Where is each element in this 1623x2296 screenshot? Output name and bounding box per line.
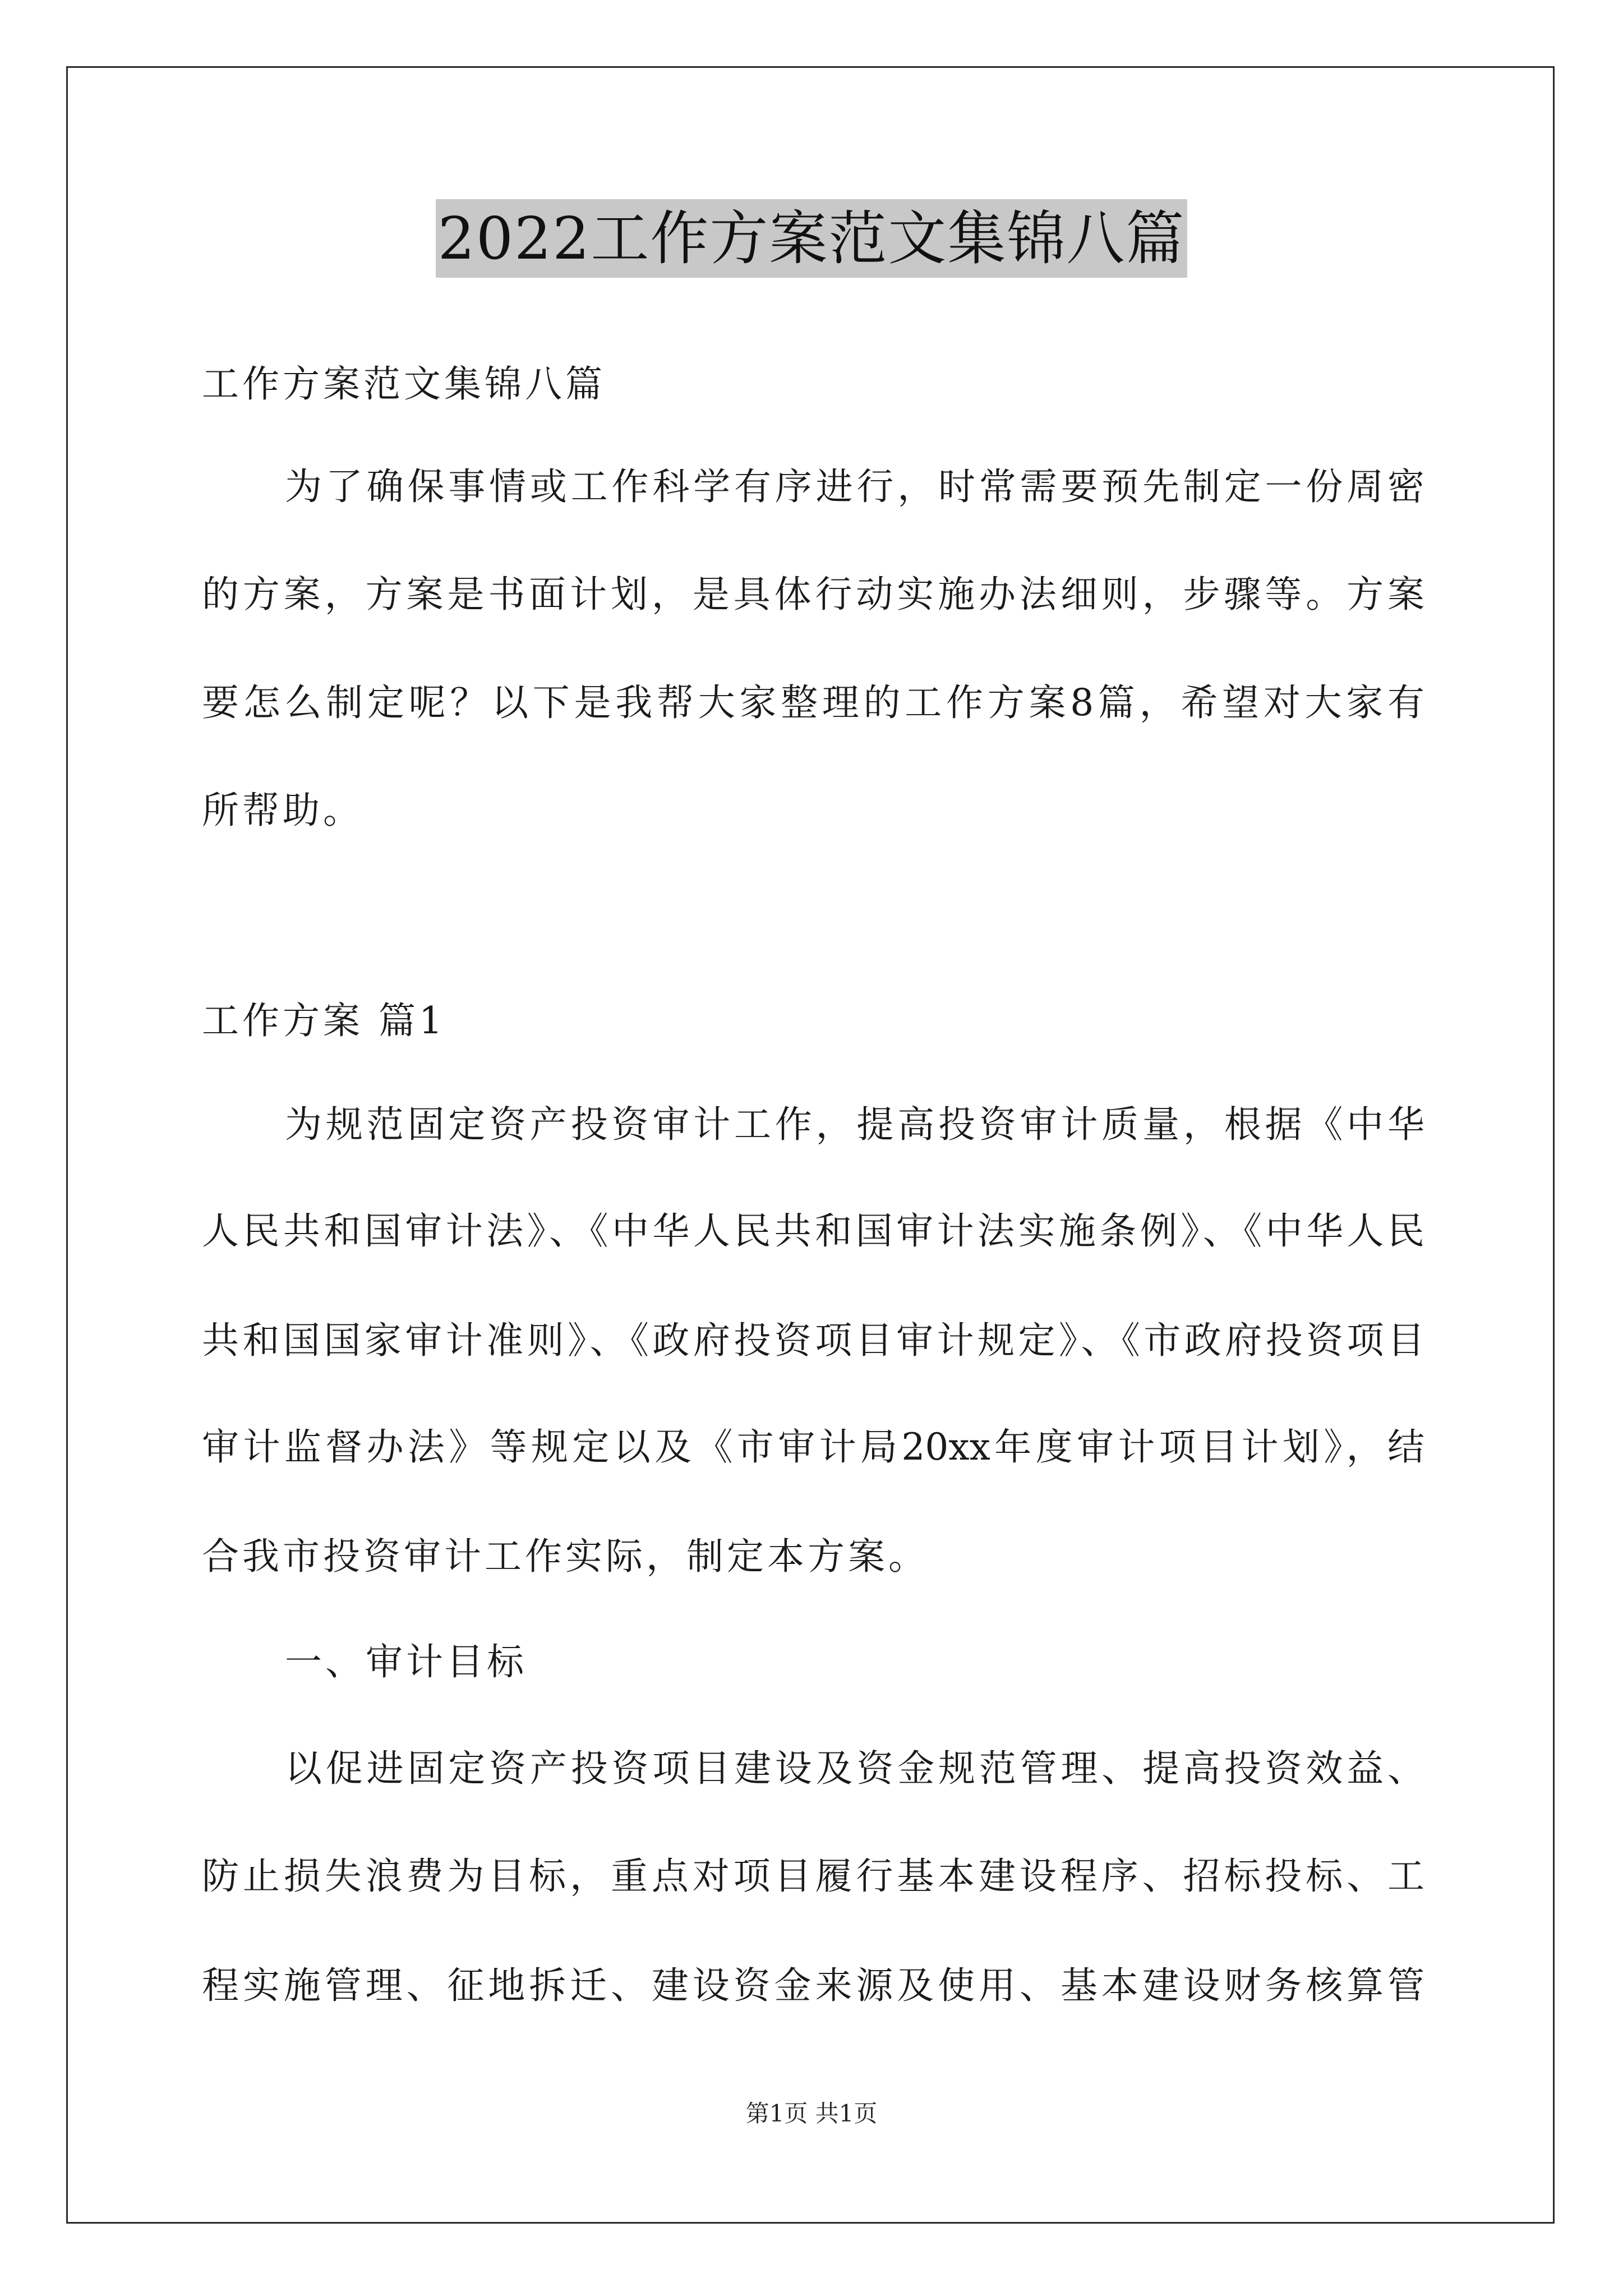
subsection-heading: 一、审计目标	[285, 1640, 527, 1683]
paragraph-line: 为规范固定资产投资审计工作，提高投资审计质量，根据《中华	[285, 1103, 1424, 1146]
paragraph-line: 合我市投资审计工作实际，制定本方案。	[202, 1535, 929, 1578]
paragraph-line: 共和国国家审计准则》、《政府投资项目审计规定》、《市政府投资项目	[202, 1319, 1424, 1362]
paragraph-line: 程实施管理、征地拆迁、建设资金来源及使用、基本建设财务核算管	[202, 1964, 1424, 2007]
page-footer: 第1页 共1页	[745, 2100, 878, 2127]
paragraph-line: 审计监督办法》等规定以及《市审计局20xx年度审计项目计划》，结	[202, 1425, 1424, 1469]
title-area	[0, 199, 1623, 278]
subtitle-line: 工作方案范文集锦八篇	[202, 362, 606, 406]
paragraph-line: 的方案，方案是书面计划，是具体行动实施办法细则，步骤等。方案	[202, 573, 1424, 616]
paragraph-line: 人民共和国审计法》、《中华人民共和国审计法实施条例》、《中华人民	[202, 1209, 1424, 1253]
paragraph-line: 为了确保事情或工作科学有序进行，时常需要预先制定一份周密	[285, 465, 1424, 508]
document-title: 2022工作方案范文集锦八篇	[436, 199, 1188, 278]
section-heading: 工作方案 篇1	[202, 999, 446, 1042]
paragraph-line: 以促进固定资产投资项目建设及资金规范管理、提高投资效益、	[285, 1747, 1424, 1790]
paragraph-line: 所帮助。	[202, 789, 363, 832]
paragraph-line: 防止损失浪费为目标，重点对项目履行基本建设程序、招标投标、工	[202, 1855, 1424, 1898]
paragraph-line: 要怎么制定呢？以下是我帮大家整理的工作方案8篇，希望对大家有	[202, 681, 1424, 724]
